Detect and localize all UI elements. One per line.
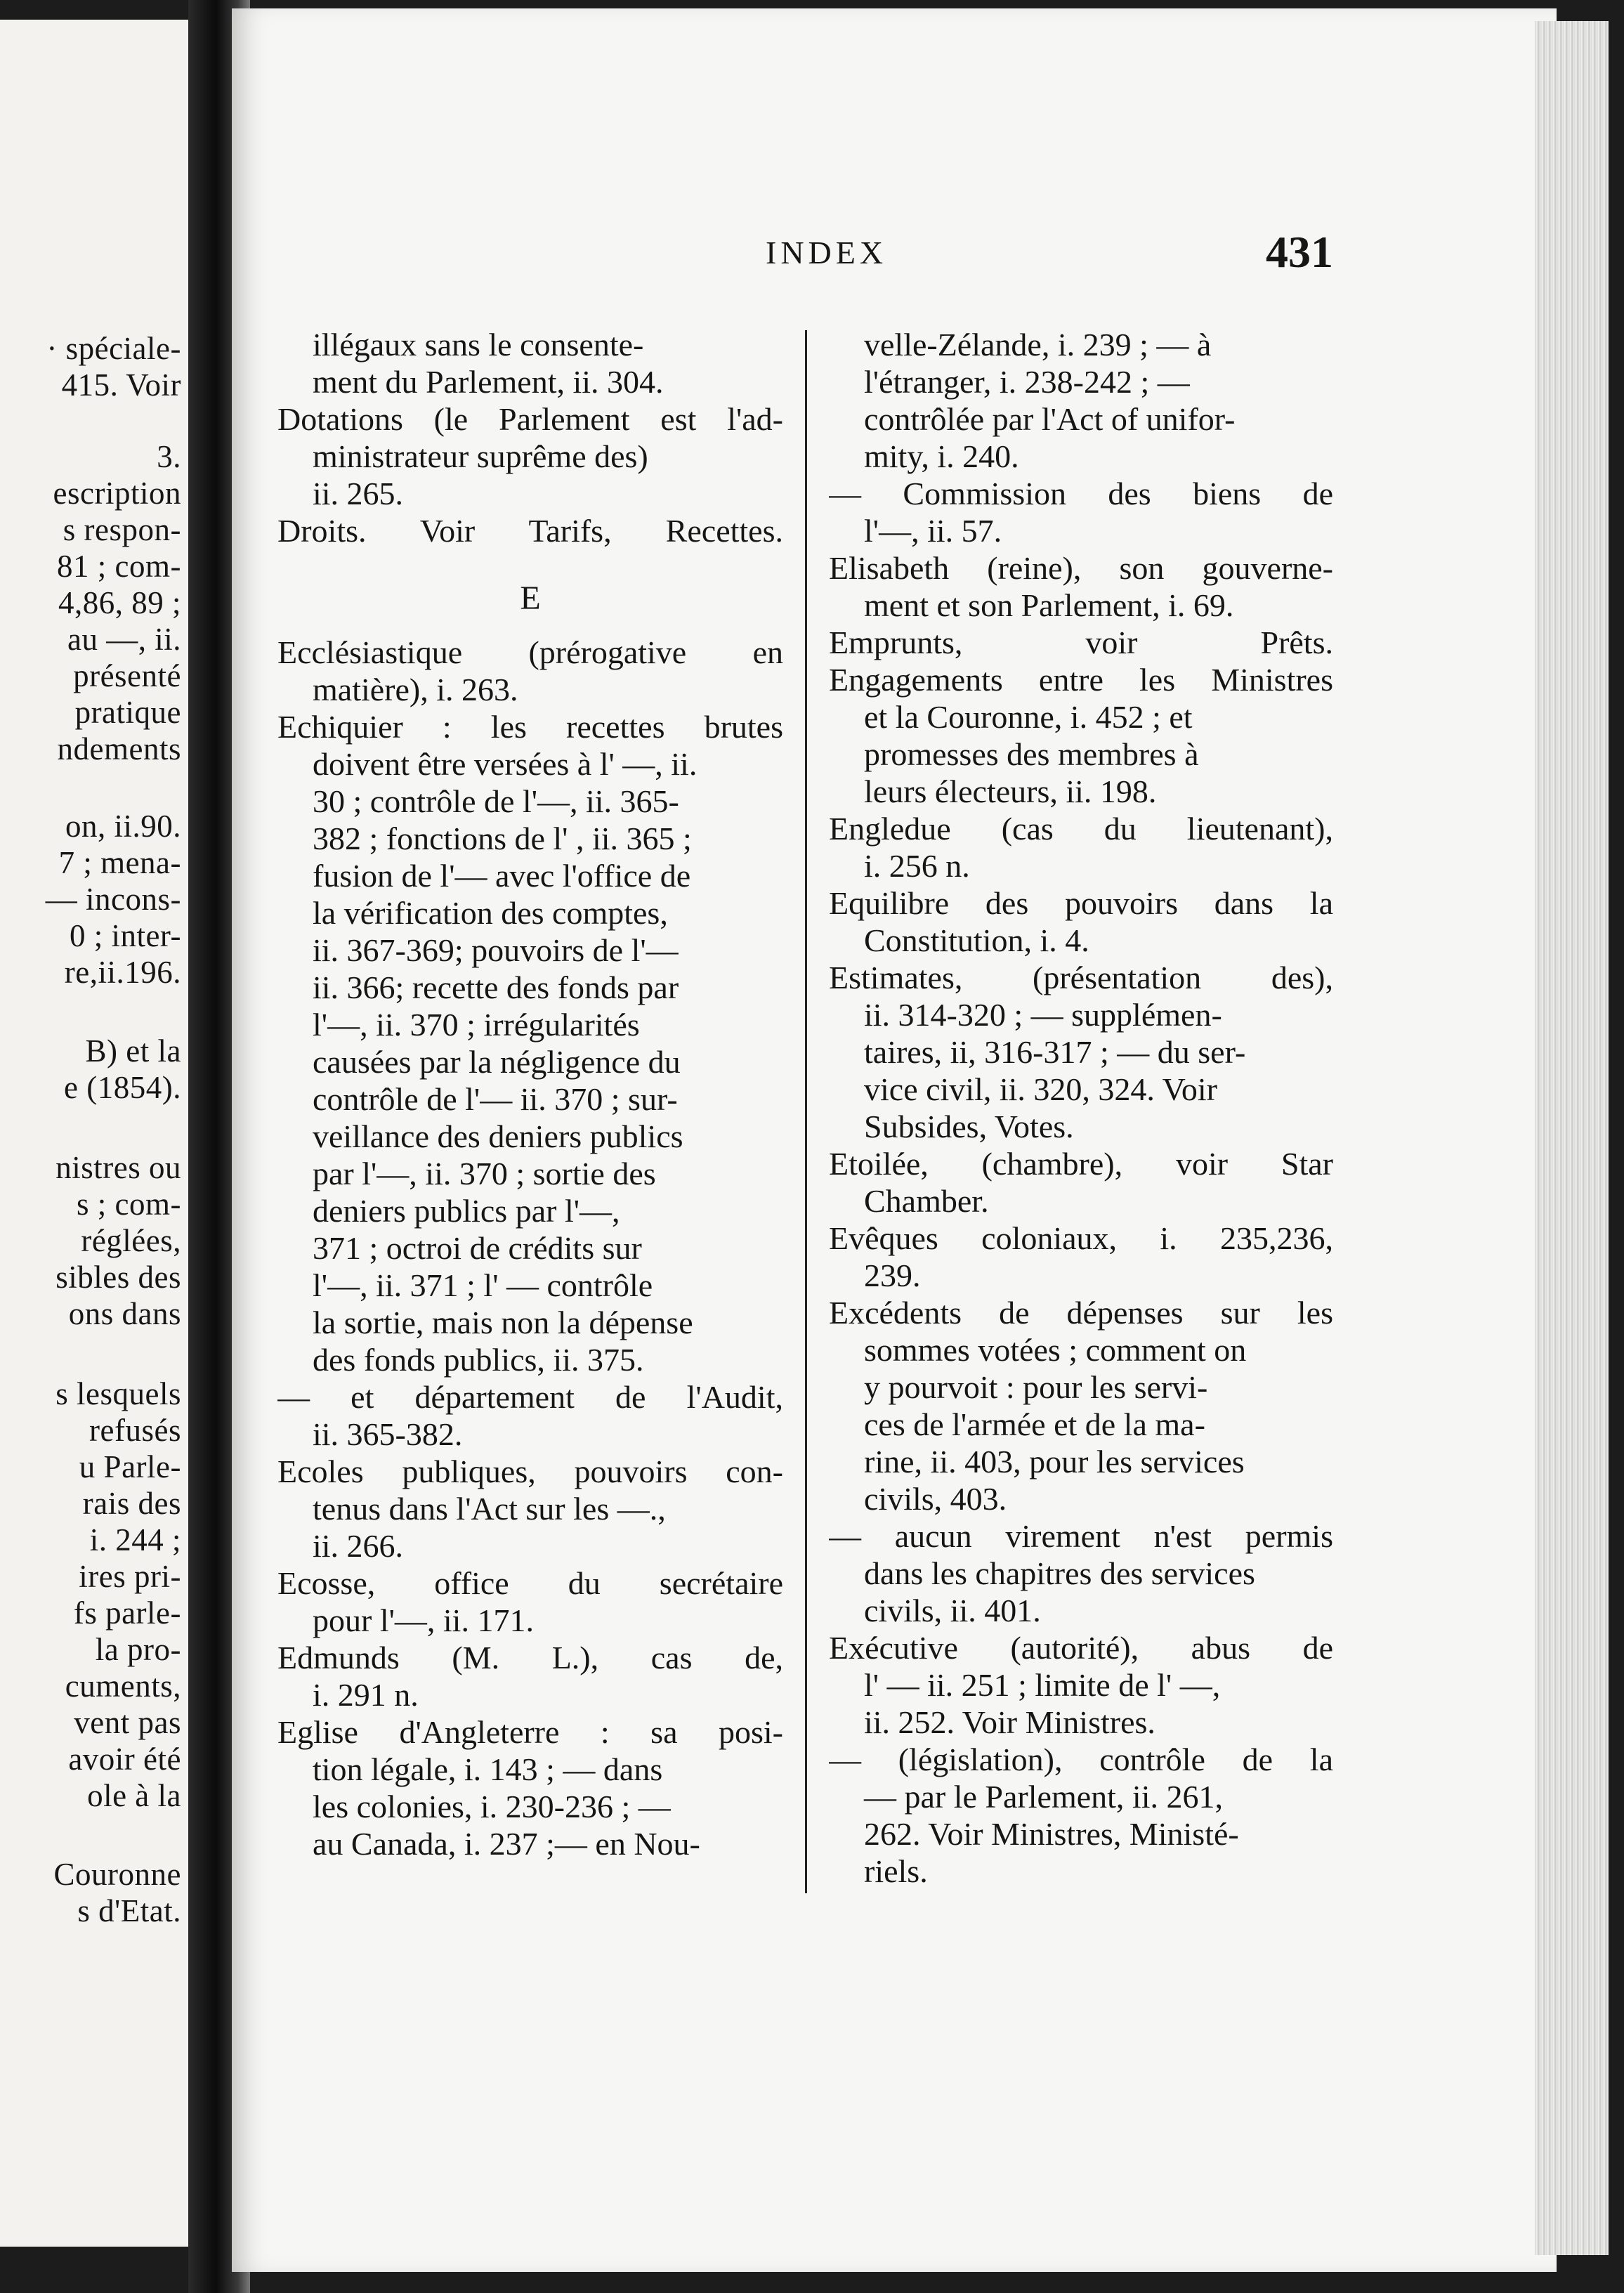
index-line: ii. 367-369; pouvoirs de l'— — [313, 932, 679, 968]
facing-page-line: fs parle- — [73, 1595, 181, 1631]
facing-page-line: · spéciale- — [46, 331, 181, 366]
facing-page-line: rais des — [82, 1486, 181, 1521]
index-line: Dotations (le Parlement est l'ad- — [277, 401, 783, 437]
index-line: causées par la négligence du — [313, 1044, 681, 1080]
index-line: — et département de l'Audit, — [277, 1379, 783, 1415]
facing-page-line: au —, ii. — [67, 622, 181, 657]
index-line: ii. 314-320 ; — supplémen- — [864, 997, 1222, 1033]
index-line: illégaux sans le consente- — [313, 327, 644, 362]
facing-page-line: s respon- — [63, 512, 181, 547]
facing-page-line: B) et la — [85, 1033, 181, 1069]
facing-page-line: Couronne — [53, 1857, 181, 1892]
index-line: contrôlée par l'Act of unifor- — [864, 401, 1236, 437]
index-line: Droits. Voir Tarifs, Recettes. — [277, 513, 783, 549]
index-line: ministrateur suprême des) — [313, 438, 648, 474]
index-line: ii. 365-382. — [313, 1416, 463, 1452]
index-line: Constitution, i. 4. — [864, 922, 1089, 958]
index-line: sommes votées ; comment on — [864, 1332, 1247, 1368]
index-line: ii. 252. Voir Ministres. — [864, 1704, 1155, 1740]
index-line: — aucun virement n'est permis — [829, 1518, 1333, 1554]
index-line: veillance des deniers publics — [313, 1118, 683, 1154]
index-line: Chamber. — [864, 1183, 989, 1219]
index-line: leurs électeurs, ii. 198. — [864, 773, 1157, 809]
index-line: — (législation), contrôle de la — [829, 1742, 1333, 1777]
index-line: tion légale, i. 143 ; — dans — [313, 1751, 663, 1787]
facing-page-line: 81 ; com- — [57, 549, 181, 584]
facing-page-line: s lesquels — [55, 1376, 181, 1411]
page-edges — [1535, 21, 1609, 2255]
index-line: — par le Parlement, ii. 261, — [864, 1779, 1223, 1815]
index-line: l'—, ii. 371 ; l' — contrôle — [313, 1267, 653, 1303]
index-line: civils, ii. 401. — [864, 1593, 1041, 1628]
index-line: Engledue (cas du lieutenant), — [829, 811, 1333, 847]
index-line: ii. 265. — [313, 476, 404, 511]
index-line: i. 256 n. — [864, 848, 970, 884]
index-line: — Commission des biens de — [829, 476, 1333, 511]
index-line: ii. 266. — [313, 1528, 404, 1564]
facing-page-line: ndements — [57, 731, 181, 766]
index-line: 262. Voir Ministres, Ministé- — [864, 1816, 1239, 1852]
index-line: promesses des membres à — [864, 736, 1199, 772]
index-line: la sortie, mais non la dépense — [313, 1305, 693, 1340]
index-line: civils, 403. — [864, 1481, 1007, 1517]
index-line: 382 ; fonctions de l' , ii. 365 ; — [313, 821, 692, 856]
index-line: ment du Parlement, ii. 304. — [313, 364, 664, 400]
index-line: tenus dans l'Act sur les —., — [313, 1491, 666, 1527]
index-line: Emprunts, voir Prêts. — [829, 625, 1333, 660]
facing-page-line: présenté — [73, 658, 181, 693]
index-line: doivent être versées à l' —, ii. — [313, 746, 698, 782]
index-line: Echiquier : les recettes brutes — [277, 709, 783, 745]
index-line: Excédents de dépenses sur les — [829, 1295, 1333, 1331]
index-line: rine, ii. 403, pour les services — [864, 1444, 1245, 1479]
index-line: matière), i. 263. — [313, 672, 518, 707]
index-line: 371 ; octroi de crédits sur — [313, 1230, 642, 1266]
index-line: Edmunds (M. L.), cas de, — [277, 1640, 783, 1675]
facing-page-line: i. 244 ; — [89, 1522, 181, 1557]
index-line: dans les chapitres des services — [864, 1555, 1255, 1591]
index-line: des fonds publics, ii. 375. — [313, 1342, 644, 1378]
index-line: 30 ; contrôle de l'—, ii. 365- — [313, 783, 679, 819]
index-line: l' — ii. 251 ; limite de l' —, — [864, 1667, 1221, 1703]
index-line: Estimates, (présentation des), — [829, 960, 1333, 995]
index-line: fusion de l'— avec l'office de — [313, 858, 691, 894]
facing-page-line: 415. Voir — [61, 367, 181, 403]
facing-page-line: 3. — [157, 439, 181, 474]
facing-page-line: escription — [53, 476, 181, 511]
facing-page-line: ires pri- — [79, 1559, 181, 1594]
index-line: 239. — [864, 1257, 921, 1293]
index-line: Equilibre des pouvoirs dans la — [829, 885, 1333, 921]
index-line: y pourvoit : pour les servi- — [864, 1369, 1208, 1405]
facing-page-line: e (1854). — [64, 1070, 181, 1105]
index-line: Eglise d'Angleterre : sa posi- — [277, 1714, 783, 1750]
index-line: Ecoles publiques, pouvoirs con- — [277, 1453, 783, 1489]
index-line: taires, ii, 316-317 ; — du ser- — [864, 1034, 1246, 1070]
index-line: mity, i. 240. — [864, 438, 1019, 474]
page-number: 431 — [1266, 227, 1333, 277]
index-line: l'étranger, i. 238-242 ; — — [864, 364, 1190, 400]
index-line: vice civil, ii. 320, 324. Voir — [864, 1071, 1217, 1107]
facing-page-line: avoir été — [68, 1742, 181, 1777]
index-column-left — [277, 326, 783, 1862]
index-line: au Canada, i. 237 ;— en Nou- — [313, 1826, 700, 1862]
index-line: ment et son Parlement, i. 69. — [864, 587, 1234, 623]
facing-page-line: on, ii.90. — [65, 809, 181, 844]
index-line: l'—, ii. 57. — [864, 513, 1002, 549]
facing-page-line: s ; com- — [77, 1187, 181, 1222]
running-head: INDEX — [766, 235, 888, 270]
facing-page-line: — incons- — [45, 882, 181, 917]
index-line: pour l'—, ii. 171. — [313, 1602, 534, 1638]
facing-page-line: refusés — [89, 1413, 181, 1448]
index-line: la vérification des comptes, — [313, 895, 668, 931]
index-line: Engagements entre les Ministres — [829, 662, 1333, 698]
facing-page-line: cuments, — [65, 1668, 181, 1704]
index-line: riels. — [864, 1853, 928, 1889]
index-line: Subsides, Votes. — [864, 1109, 1074, 1144]
facing-page-line: 4,86, 89 ; — [58, 585, 181, 620]
index-line: i. 291 n. — [313, 1677, 419, 1713]
facing-page-line: 7 ; mena- — [58, 845, 181, 880]
index-line: Evêques coloniaux, i. 235,236, — [829, 1220, 1333, 1256]
facing-page-line: u Parle- — [79, 1449, 181, 1484]
facing-page-line: vent pas — [74, 1705, 181, 1740]
index-line: et la Couronne, i. 452 ; et — [864, 699, 1193, 735]
index-line: ii. 366; recette des fonds par — [313, 969, 679, 1005]
index-column-right — [829, 326, 1333, 1890]
facing-page-fragment — [0, 20, 188, 2247]
facing-page-line: ons dans — [68, 1296, 181, 1331]
index-line: velle-Zélande, i. 239 ; — à — [864, 327, 1212, 362]
index-line: Ecosse, office du secrétaire — [277, 1565, 783, 1601]
section-letter: E — [520, 580, 541, 617]
index-line: contrôle de l'— ii. 370 ; sur- — [313, 1081, 678, 1117]
index-line: Ecclésiastique (prérogative en — [277, 634, 783, 670]
facing-page-line: la pro- — [95, 1632, 181, 1667]
facing-page-line: nistres ou — [55, 1150, 181, 1185]
column-rule — [805, 330, 807, 1893]
index-line: ces de l'armée et de la ma- — [864, 1406, 1205, 1442]
index-line: les colonies, i. 230-236 ; — — [313, 1789, 671, 1824]
facing-page-line: sibles des — [55, 1260, 181, 1295]
facing-page-line: pratique — [74, 695, 181, 730]
facing-page-line: réglées, — [81, 1223, 181, 1258]
facing-page-line: ole à la — [87, 1778, 181, 1813]
index-line: l'—, ii. 370 ; irrégularités — [313, 1007, 640, 1043]
index-line: Elisabeth (reine), son gouverne- — [829, 550, 1333, 586]
facing-page-line: re,ii.196. — [64, 955, 181, 990]
index-line: Etoilée, (chambre), voir Star — [829, 1146, 1333, 1182]
facing-page-line: s d'Etat. — [77, 1893, 181, 1928]
index-line: par l'—, ii. 370 ; sortie des — [313, 1156, 656, 1191]
index-line: deniers publics par l'—, — [313, 1193, 620, 1229]
facing-page-line: 0 ; inter- — [69, 918, 181, 953]
index-line: Exécutive (autorité), abus de — [829, 1630, 1333, 1666]
